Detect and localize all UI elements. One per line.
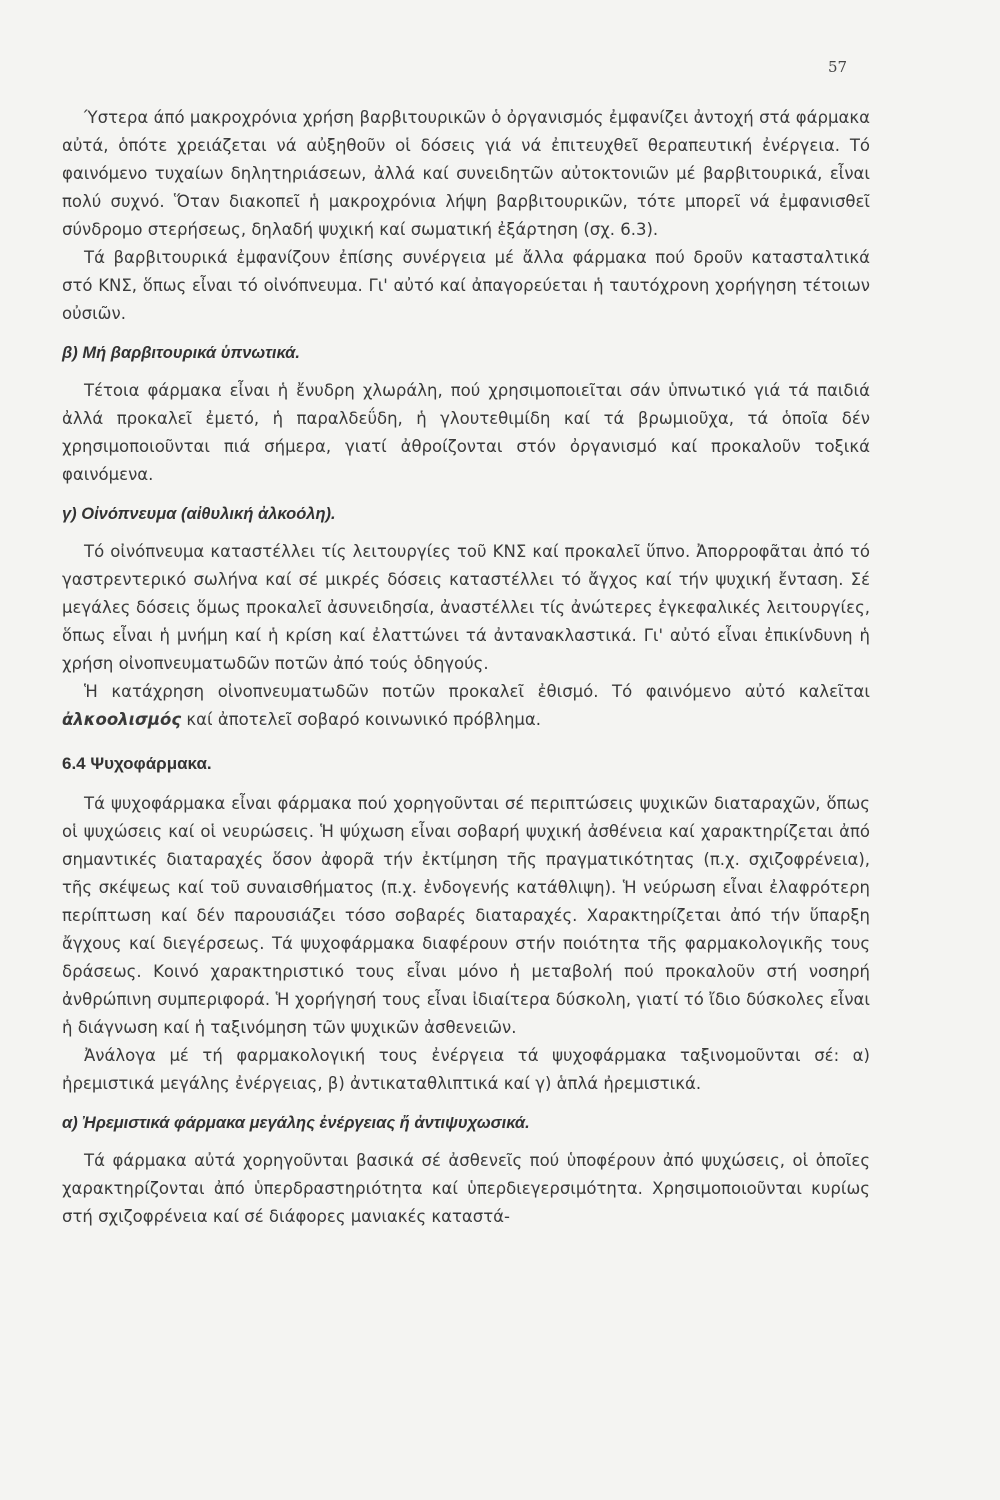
heading-major-tranquilizers: α) Ἠρεμιστικά φάρμακα μεγάλης ἐνέργειας ἤ ἀντιψυχωσικά. (62, 1114, 530, 1132)
paragraph-barbiturate-tolerance: Ύστερα άπό μακροχρόνια χρήση βαρβιτουρικῶν ὁ ὀργανισμός ἐμφανίζει ἀντοχή στά φάρμακα αὐτά, ὁπότε χρειάζεται νά αὐξηθοῦν οἱ δόσεις γιά νά ἐπιτευχθεῖ θεραπευτική ἐνέργεια. Τό φαινόμενο τυχαίων δηλητηριάσεων, ἀλλά καί συνειδητῶν αὐτοκτονιῶν μέ βαρβιτουρικά, εἶναι πολύ συχνό. Ὅταν διακοπεῖ ἡ μακροχρόνια λήψη βαρβιτουρικῶν, τότε μπορεῖ νά ἐμφανισθεῖ σύνδρομο στερήσεως, δηλαδή ψυχική καί σωματική ἐξάρτηση (σχ. 6.3). (62, 108, 870, 239)
paragraph-major-tranquilizers: Τά φάρμακα αὐτά χορηγοῦνται βασικά σέ ἀσθενεῖς πού ὑποφέρουν ἀπό ψυχώσεις, οἱ ὁποῖες χαρακτηρίζονται ἀπό ὑπερδραστηριότητα καί ὑπερδιεγερσιμότητα. Χρησιμοποιοῦνται κυρίως στή σχιζοφρένεια καί σέ διάφορες μανιακές καταστά- (62, 1151, 870, 1226)
alcoholism-text-before: Ἡ κατάχρηση οἰνοπνευματωδῶν ποτῶν προκαλεῖ ἐθισμό. Τό φαινόμενο αὐτό καλεῖται (84, 682, 870, 701)
paragraph-non-barbiturate-hypnotics: Τέτοια φάρμακα εἶναι ἡ ἔνυδρη χλωράλη, πού χρησιμοποιεῖται σάν ὑπνωτικό γιά τά παιδιά ἀλλά προκαλεῖ ἐμετό, ἡ παραλδεΰδη, ἡ γλουτεθιμίδη καί τά βρωμιοῦχα, τά ὁποῖα δέν χρησιμοποιοῦνται πιά σήμερα, γιατί ἀθροίζονται στόν ὀργανισμό καί προκαλοῦν τοξικά φαινόμενα. (62, 381, 870, 484)
paragraph-alcohol-effects: Τό οἰνόπνευμα καταστέλλει τίς λειτουργίες τοῦ ΚΝΣ καί προκαλεῖ ὕπνο. Ἀπορροφᾶται ἀπό τό γαστρεντερικό σωλήνα καί σέ μικρές δόσεις καταστέλλει τό ἄγχος καί τήν ψυχική ἔνταση. Σέ μεγάλες δόσεις ὅμως προκαλεῖ ἀσυνειδησία, ἀναστέλλει τίς ἀνώτερες ἐγκεφαλικές λειτουργίες, ὅπως εἶναι ἡ μνήμη καί ἡ κρίση καί ἐλαττώνει τά ἀντανακλαστικά. Γι' αὐτό εἶναι ἐπικίνδυνη ἡ χρήση οἰνοπνευματωδῶν ποτῶν ἀπό τούς ὁδηγούς. (62, 542, 870, 673)
page-content (62, 104, 870, 1231)
paragraph-psychotropics-classification: Ἀνάλογα μέ τή φαρμακολογική τους ἐνέργεια τά ψυχοφάρμακα ταξινομοῦνται σέ: α) ἠρεμιστικά μεγάλης ἐνέργειας, β) ἀντικαταθλιπτικά καί γ) ἁπλά ἠρεμιστικά. (62, 1046, 870, 1093)
heading-non-barbiturate-hypnotics: β) Μή βαρβιτουρικά ὑπνωτικά. (62, 344, 300, 362)
page-number: 57 (828, 58, 848, 76)
section-heading-psychotropics: 6.4 Ψυχοφάρμακα. (62, 754, 212, 773)
paragraph-barbiturate-synergy: Τά βαρβιτουρικά ἐμφανίζουν ἐπίσης συνέργεια μέ ἄλλα φάρμακα πού δροῦν κατασταλτικά στό ΚΝΣ, ὅπως εἶναι τό οἰνόπνευμα. Γι' αὐτό καί ἀπαγορεύεται ἡ ταυτόχρονη χορήγηση τέτοιων οὐσιῶν. (62, 248, 870, 323)
alcoholism-text-after: καί ἀποτελεῖ σοβαρό κοινωνικό πρόβλημα. (181, 710, 542, 729)
paragraph-psychotropics-intro: Τά ψυχοφάρμακα εἶναι φάρμακα πού χορηγοῦνται σέ περιπτώσεις ψυχικῶν διαταραχῶν, ὅπως οἱ ψυχώσεις καί οἱ νευρώσεις. Ἡ ψύχωση εἶναι σοβαρή ψυχική ἀσθένεια καί χαρακτηρίζεται ἀπό σημαντικές διαταραχές ὅσον ἀφορᾶ τήν ἐκτίμηση τῆς πραγματικότητας (π.χ. σχιζοφρένεια), τῆς σκέψεως καί τοῦ συναισθήματος (π.χ. ἐνδογενής κατάθλιψη). Ἡ νεύρωση εἶναι ἐλαφρότερη περίπτωση καί δέν παρουσιάζει τόσο σοβαρές διαταραχές. Χαρακτηρίζεται ἀπό τήν ὕπαρξη ἄγχους καί διεγέρσεως. Τά ψυχοφάρμακα διαφέρουν στήν ποιότητα τῆς φαρμακολογικῆς τους δράσεως. Κοινό χαρακτηριστικό τους εἶναι μόνο ἡ μεταβολή πού προκαλοῦν στή νοσηρή ἀνθρώπινη συμπεριφορά. Ἡ χορήγησή τους εἶναι ἰδιαίτερα δύσκολη, γιατί τό ἴδιο δύσκολες εἶναι ἡ διάγνωση καί ἡ ταξινόμηση τῶν ψυχικῶν ἀσθενειῶν. (62, 794, 870, 1037)
heading-alcohol: γ) Οἰνόπνευμα (αἰθυλική ἀλκοόλη). (62, 505, 336, 523)
paragraph-alcoholism (62, 678, 870, 734)
alcoholism-term: ἀλκοολισμός (62, 710, 182, 729)
